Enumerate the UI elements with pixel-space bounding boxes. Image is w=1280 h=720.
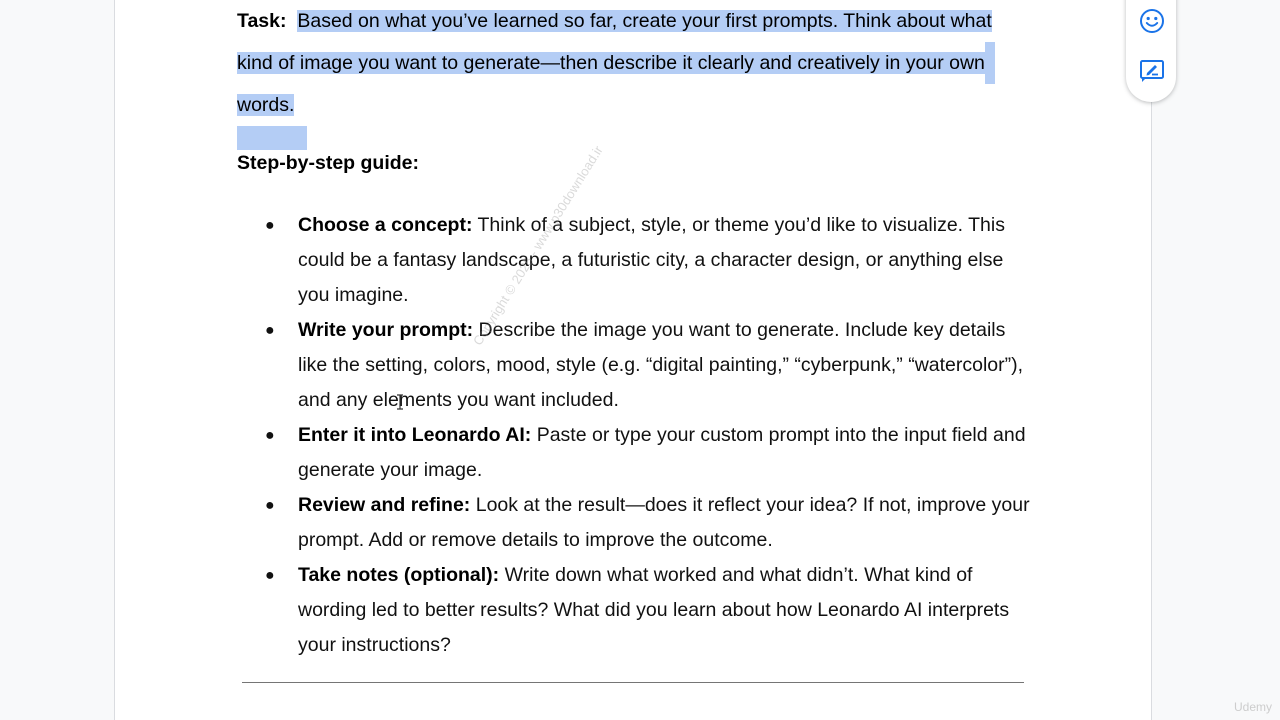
bullet-icon: ● [265,567,275,584]
list-item[interactable] [265,208,1038,313]
suggest-edits-button[interactable] [1139,58,1165,84]
side-actions-panel [1126,0,1176,102]
step-text: Think of a subject, style, or theme you’d like to visualize. This could be a fantasy landscape, a futuristic city, a character design, or anything else you imagine. [298,214,1005,306]
task-text-line-2: kind of image you want to generate—then describe it clearly and creatively in your own [237,52,985,74]
step-title: Review and refine: [298,494,471,516]
text-selection-highlight [237,126,307,150]
copyright-watermark: Copyright © 2025 - www.p30download.ir [470,143,606,348]
bullet-icon: ● [265,497,275,514]
emoji-icon [1139,8,1165,34]
list-item[interactable] [265,488,1038,558]
step-title: Take notes (optional): [298,564,500,586]
document-page[interactable] [114,0,1152,720]
step-text: Describe the image you want to generate. Include key details like the setting, colors, mood, style (e.g. “digital painting,” “cyberpunk,” “watercolor”), and any elements you want included. [298,319,1024,411]
bullet-icon: ● [265,217,275,234]
text-cursor-icon [396,394,404,415]
task-text-line-1: Based on what you’ve learned so far, create your first prompts. Think about what [297,10,992,32]
bullet-icon: ● [265,322,275,339]
steps-list [265,208,1038,663]
step-title: Write your prompt: [298,319,474,341]
task-label: Task: [237,10,287,32]
task-line-3 [237,84,1037,126]
list-item[interactable] [265,418,1038,488]
step-text: Write down what worked and what didn’t. What kind of wording led to better results? What did you learn about how Leonardo AI interprets your instructions? [298,564,1010,656]
step-title: Choose a concept: [298,214,473,236]
add-emoji-button[interactable] [1139,8,1165,34]
udemy-logo: Udemy [1233,700,1272,714]
suggest-edit-icon [1139,58,1165,84]
task-line-1 [237,0,1037,42]
task-paragraph[interactable] [237,0,1037,126]
selection-pad [985,42,995,84]
list-item[interactable] [265,313,1038,418]
list-item[interactable] [265,558,1038,663]
step-text: Paste or type your custom prompt into the input field and generate your image. [298,424,1026,481]
step-text: Look at the result—does it reflect your idea? If not, improve your prompt. Add or remove details to improve the outcome. [298,494,1030,551]
horizontal-rule [242,682,1024,683]
bullet-icon: ● [265,427,275,444]
guide-heading: Step-by-step guide: [237,152,420,174]
task-text-line-3: words. [237,94,295,116]
task-line-2 [237,42,1037,84]
step-title: Enter it into Leonardo AI: [298,424,532,446]
